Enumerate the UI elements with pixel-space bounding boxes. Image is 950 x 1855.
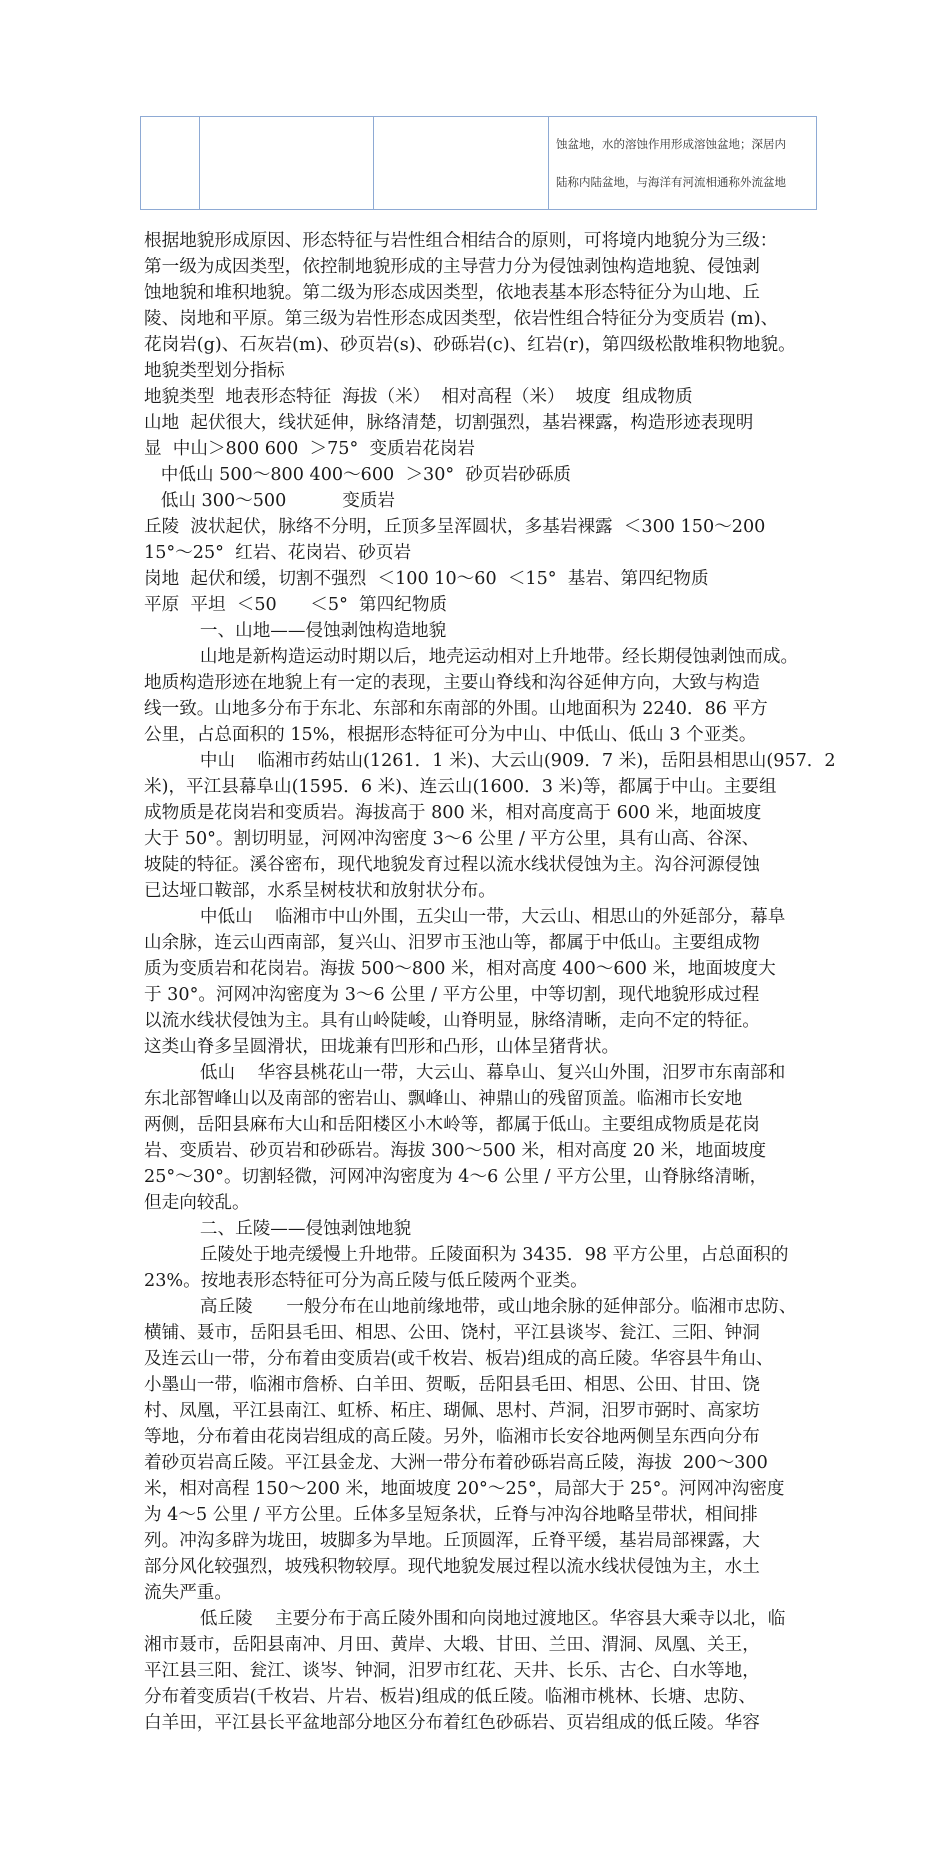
text-line: 白羊田，平江县长平盆地部分地区分布着红色砂砾岩、页岩组成的低丘陵。华容 [144, 1713, 760, 1733]
text-line: 已达垭口鞍部，水系呈树枝状和放射状分布。 [144, 881, 496, 901]
text-line: 地质构造形迹在地貌上有一定的表现，主要山脊线和沟谷延伸方向，大致与构造 [144, 673, 760, 693]
text-line: 蚀地貌和堆积地貌。第二级为形态成因类型，依地表基本形态特征分为山地、丘 [144, 283, 760, 303]
text-line: 质为变质岩和花岗岩。海拔 500～800 米，相对高度 400～600 米，地面坡度大 [144, 959, 776, 979]
text-line: 低山 华容县桃花山一带，大云山、幕阜山、复兴山外围，汨罗市东南部和 [144, 1063, 786, 1083]
text-line: 25°～30°。切割轻微，河网冲沟密度为 4～6 公里 / 平方公里，山脊脉络清晰， [144, 1167, 768, 1187]
text-line: 岩、变质岩、砂页岩和砂砾岩。海拔 300～500 米，相对高度 20 米，地面坡度 [144, 1141, 767, 1161]
text-line: 以流水线状侵蚀为主。具有山岭陡峻，山脊明显，脉络清晰，走向不定的特征。 [144, 1011, 760, 1031]
table-cell [374, 117, 549, 210]
text-line: 地貌类型 地表形态特征 海拔（米） 相对高程（米） 坡度 组成物质 [144, 387, 693, 407]
text-line: 平原 平坦 ＜50 ＜5° 第四纪物质 [144, 595, 448, 615]
text-line: 为 4～5 公里 / 平方公里。丘体多呈短条状，丘脊与冲沟谷地略呈带状，相间排 [144, 1505, 758, 1525]
table-cell [200, 117, 374, 210]
text-line: 湘市聂市，岳阳县南冲、月田、黄岸、大塅、甘田、兰田、渭洞、凤凰、关王， [144, 1635, 760, 1655]
cell-line: 蚀盆地，水的溶蚀作用形成溶蚀盆地；深居内 [556, 137, 786, 151]
text-line: 二、丘陵——侵蚀剥蚀地貌 [144, 1219, 412, 1239]
partial-table [140, 116, 817, 210]
text-line: 于 30°。河网冲沟密度为 3～6 公里 / 平方公里，中等切割，现代地貌形成过程 [144, 985, 760, 1005]
text-line: 低山 300～500 变质岩 [144, 491, 396, 511]
text-line: 丘陵 波状起伏，脉络不分明，丘顶多呈浑圆状，多基岩裸露 ＜300 150～200 [144, 517, 766, 537]
text-line: 大于 50°。割切明显，河网冲沟密度 3～6 公里 / 平方公里，具有山高、谷深、 [144, 829, 760, 849]
text-line: 中低山 500～800 400～600 ＞30° 砂页岩砂砾质 [144, 465, 571, 485]
text-line: 东北部智峰山以及南部的密岩山、飘峰山、神鼎山的残留顶盖。临湘市长安地 [144, 1089, 743, 1109]
text-line: 线一致。山地多分布于东北、东部和东南部的外围。山地面积为 2240．86 平方 [144, 699, 768, 719]
text-line: 列。冲沟多辟为垅田，坡脚多为旱地。丘顶圆浑，丘脊平缓，基岩局部裸露，大 [144, 1531, 760, 1551]
text-line: 显 中山＞800 600 ＞75° 变质岩花岗岩 [144, 439, 476, 459]
text-line: 小墨山一带，临湘市詹桥、白羊田、贺畈，岳阳县毛田、相思、公田、甘田、饶 [144, 1375, 760, 1395]
text-line: 山地 起伏很大，线状延伸，脉络清楚，切割强烈，基岩裸露，构造形迹表现明 [144, 413, 754, 433]
text-line: 花岗岩(g)、石灰岩(m)、砂页岩(s)、砂砾岩(c)、红岩(r)，第四级松散堆积物地貌。 [144, 335, 796, 355]
text-line: 中低山 临湘市中山外围，五尖山一带，大云山、相思山的外延部分，幕阜 [144, 907, 786, 927]
text-line: 横铺、聂市，岳阳县毛田、相思、公田、饶村，平江县谈岑、瓮江、三阳、钟洞 [144, 1323, 760, 1343]
text-line: 岗地 起伏和缓，切割不强烈 ＜100 10～60 ＜15° 基岩、第四纪物质 [144, 569, 709, 589]
text-line: 根据地貌形成原因、形态特征与岩性组合相结合的原则，可将境内地貌分为三级： [144, 231, 778, 251]
text-line: 公里，占总面积的 15%，根据形态特征可分为中山、中低山、低山 3 个亚类。 [144, 725, 757, 745]
text-line: 陵、岗地和平原。第三级为岩性形态成因类型，依岩性组合特征分为变质岩 (m)、 [144, 309, 779, 329]
text-line: 平江县三阳、瓮江、谈岑、钟洞，汨罗市红花、天井、长乐、古仑、白水等地， [144, 1661, 760, 1681]
text-line: 23%。按地表形态特征可分为高丘陵与低丘陵两个亚类。 [144, 1271, 588, 1291]
text-line: 但走向较乱。 [144, 1193, 250, 1213]
text-line: 坡陡的特征。溪谷密布，现代地貌发育过程以流水线状侵蚀为主。沟谷河源侵蚀 [144, 855, 760, 875]
text-line: 及连云山一带，分布着由变质岩(或千枚岩、板岩)组成的高丘陵。华容县牛角山、 [144, 1349, 774, 1369]
table-cell [141, 117, 200, 210]
text-line: 成物质是花岗岩和变质岩。海拔高于 800 米，相对高度高于 600 米，地面坡度 [144, 803, 762, 823]
cell-line: 陆称内陆盆地，与海洋有河流相通称外流盆地 [556, 175, 786, 189]
text-line: 着砂页岩高丘陵。平江县金龙、大洲一带分布着砂砾岩高丘陵，海拔 200～300 [144, 1453, 768, 1473]
text-line: 流失严重。 [144, 1583, 232, 1603]
text-line: 第一级为成因类型，依控制地貌形成的主导营力分为侵蚀剥蚀构造地貌、侵蚀剥 [144, 257, 760, 277]
text-line: 一、山地——侵蚀剥蚀构造地貌 [144, 621, 447, 641]
text-line: 米)，平江县幕阜山(1595．6 米)、连云山(1600．3 米)等，都属于中山。主要组 [144, 777, 777, 797]
text-line: 村、凤凰，平江县南江、虹桥、柘庄、瑚佩、思村、芦洞，汨罗市弼时、高家坊 [144, 1401, 760, 1421]
text-line: 等地，分布着由花岗岩组成的高丘陵。另外，临湘市长安谷地两侧呈东西向分布 [144, 1427, 760, 1447]
table-row [141, 117, 817, 210]
text-line: 低丘陵 主要分布于高丘陵外围和向岗地过渡地区。华容县大乘寺以北，临 [144, 1609, 786, 1629]
text-line: 15°～25° 红岩、花岗岩、砂页岩 [144, 543, 412, 563]
text-line: 高丘陵 一般分布在山地前缘地带，或山地余脉的延伸部分。临湘市忠防、 [144, 1297, 797, 1317]
table-cell-text [549, 117, 817, 210]
text-line: 山余脉，连云山西南部，复兴山、汨罗市玉池山等，都属于中低山。主要组成物 [144, 933, 760, 953]
text-line: 这类山脊多呈圆滑状，田垅兼有凹形和凸形，山体呈猪背状。 [144, 1037, 620, 1057]
text-line: 山地是新构造运动时期以后，地壳运动相对上升地带。经长期侵蚀剥蚀而成。 [144, 647, 799, 667]
document-body [144, 228, 836, 1736]
text-line: 中山 临湘市药姑山(1261．1 米)、大云山(909．7 米)，岳阳县相思山(957．2 [144, 751, 836, 771]
text-line: 米，相对高程 150～200 米，地面坡度 20°～25°，局部大于 25°。河网冲沟密度 [144, 1479, 785, 1499]
text-line: 地貌类型划分指标 [144, 361, 285, 381]
text-line: 部分风化较强烈，坡残积物较厚。现代地貌发展过程以流水线状侵蚀为主，水土 [144, 1557, 760, 1577]
text-line: 两侧，岳阳县麻布大山和岳阳楼区小木岭等，都属于低山。主要组成物质是花岗 [144, 1115, 760, 1135]
text-line: 分布着变质岩(千枚岩、片岩、板岩)组成的低丘陵。临湘市桃林、长塘、忠防、 [144, 1687, 756, 1707]
text-line: 丘陵处于地壳缓慢上升地带。丘陵面积为 3435．98 平方公里，占总面积的 [144, 1245, 789, 1265]
